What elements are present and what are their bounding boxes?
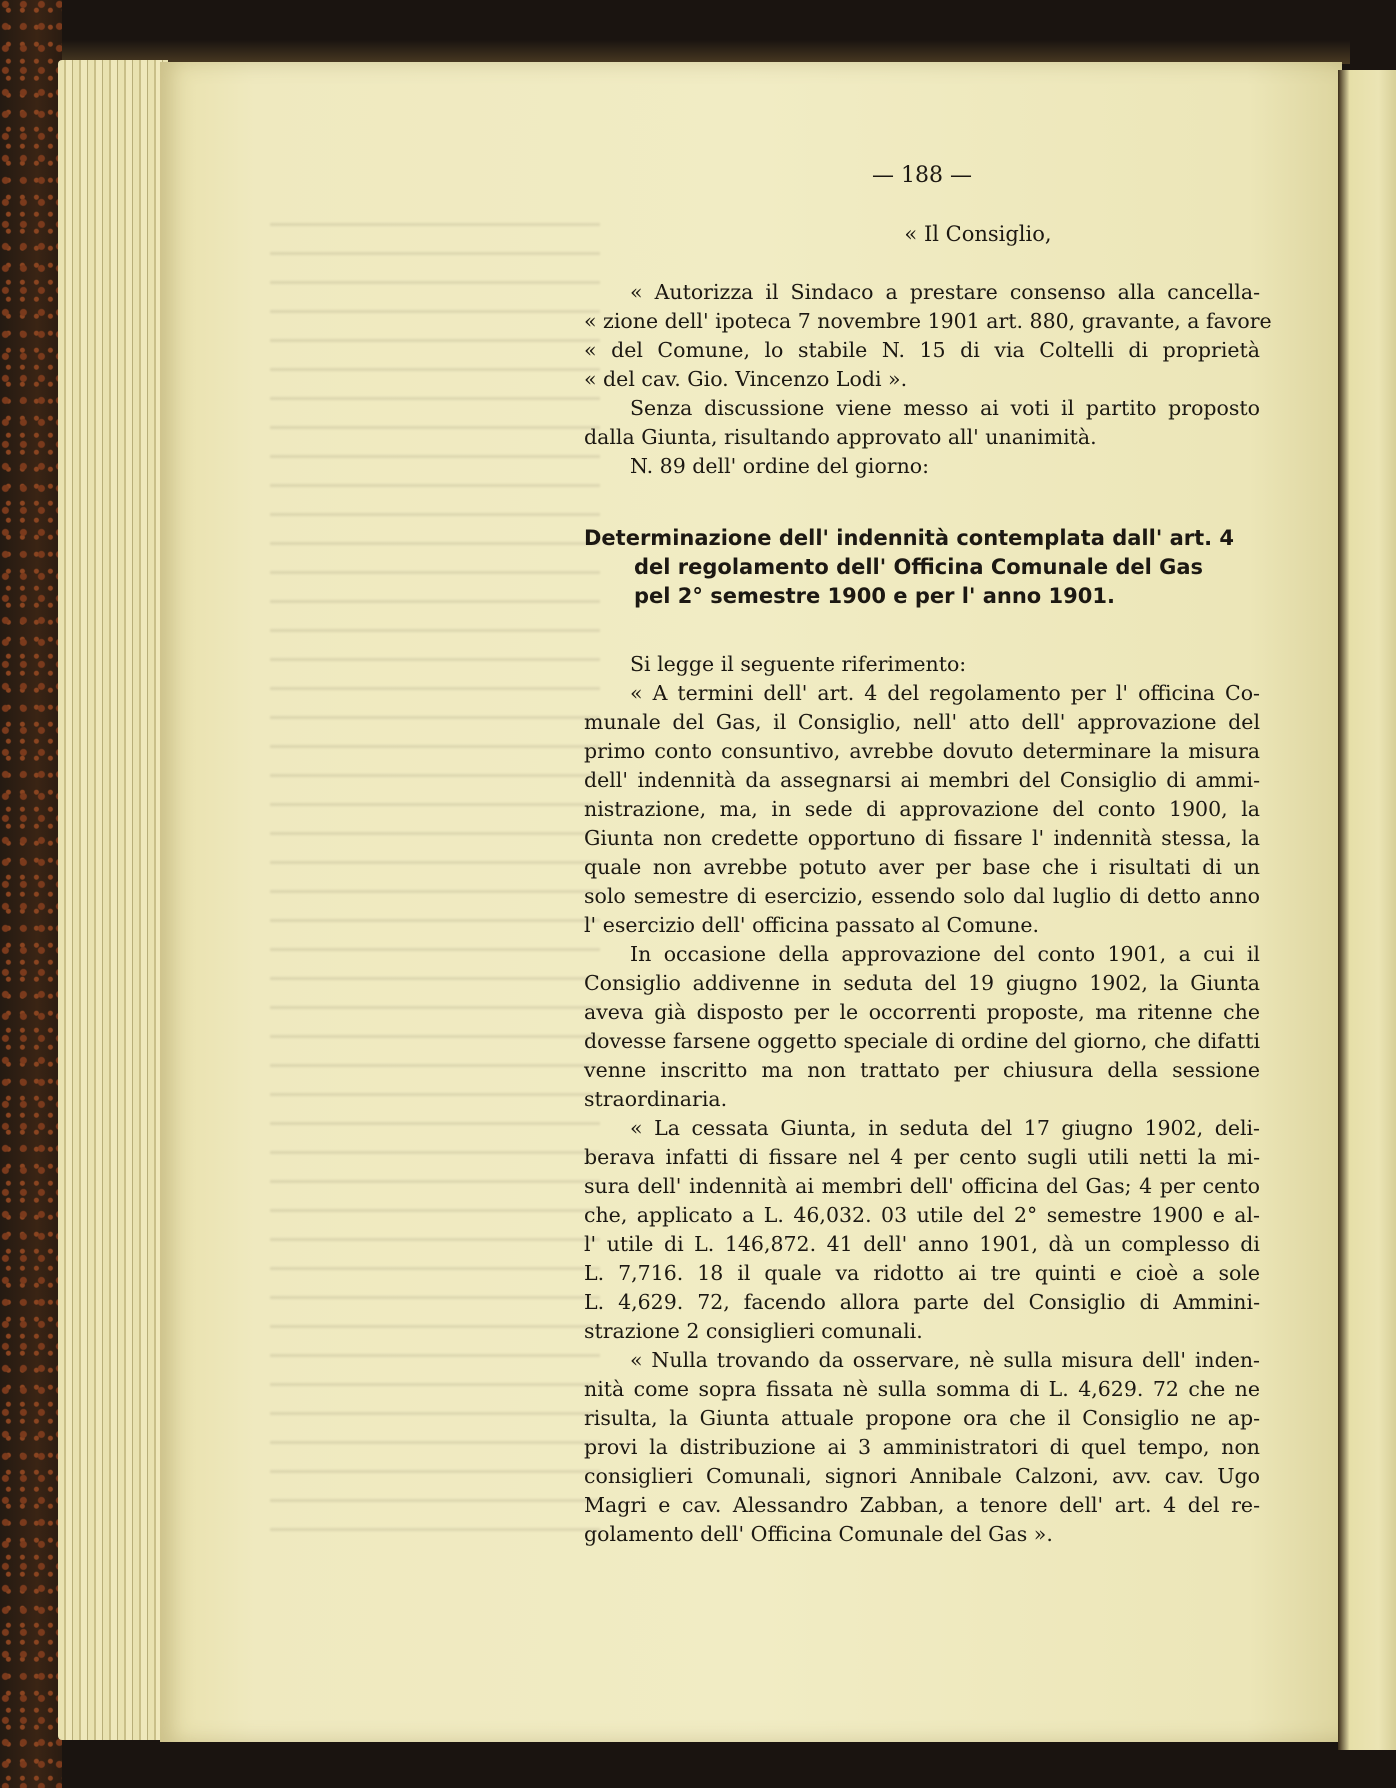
text-line: Consiglio addivenne in seduta del 19 giugno 1902, la Giunta <box>584 971 1260 995</box>
text-line: risulta, la Giunta attuale propone ora che il Consiglio ne ap- <box>584 1406 1260 1430</box>
text-line: dalla Giunta, risultando approvato all' unanimità. <box>584 425 1097 449</box>
page-number: — 188 — <box>872 163 972 188</box>
text-line: venne inscritto ma non trattato per chiusura della sessione <box>584 1058 1260 1082</box>
text-line: che, applicato a L. 46,032. 03 utile del 2° semestre 1900 e al- <box>584 1203 1260 1227</box>
text-line: « Autorizza il Sindaco a prestare consenso alla cancella- <box>630 280 1260 304</box>
text-line: Si legge il seguente riferimento: <box>630 652 967 676</box>
text-line: munale del Gas, il Consiglio, nell' atto dell' approvazione del <box>584 710 1260 734</box>
text-line: Magri e cav. Alessandro Zabban, a tenore dell' art. 4 del re- <box>584 1493 1260 1517</box>
text-line: Senza discussione viene messo ai voti il partito proposto <box>630 396 1260 420</box>
text-line: dell' indennità da assegnarsi ai membri del Consiglio di ammi- <box>584 768 1260 792</box>
agenda-item: N. 89 dell' ordine del giorno: <box>630 454 930 478</box>
text-line: nità come sopra fissata nè sulla somma di L. 4,629. 72 che ne <box>584 1377 1260 1401</box>
heading-line: del regolamento dell' Officina Comunale del Gas <box>634 555 1204 579</box>
text-line: provi la distribuzione ai 3 amministratori di quel tempo, non <box>584 1435 1260 1459</box>
heading-line: Determinazione dell' indennità contemplata dall' art. 4 <box>584 526 1235 550</box>
marbled-cover-edge <box>0 0 62 1788</box>
text-line: berava infatti di fissare nel 4 per cento sugli utili netti la mi- <box>584 1145 1260 1169</box>
text-line: straordinaria. <box>584 1087 728 1111</box>
text-line: strazione 2 consiglieri comunali. <box>584 1319 923 1343</box>
text-line: primo conto consuntivo, avrebbe dovuto determinare la misura <box>584 739 1260 763</box>
section-heading <box>584 524 1264 611</box>
text-line: nistrazione, ma, in sede di approvazione del conto 1900, la <box>584 797 1260 821</box>
text-line: l' utile di L. 146,872. 41 dell' anno 1901, dà un complesso di <box>584 1232 1260 1256</box>
text-line: In occasione della approvazione del conto 1901, a cui il <box>630 942 1260 966</box>
text-line: L. 4,629. 72, facendo allora parte del Consiglio di Ammini- <box>584 1290 1260 1314</box>
opening-line: « Il Consiglio, <box>904 222 1052 246</box>
text-line: « A termini dell' art. 4 del regolamento per l' officina Co- <box>630 681 1260 705</box>
text-line: consiglieri Comunali, signori Annibale Calzoni, avv. cav. Ugo <box>584 1464 1260 1488</box>
text-line: sura dell' indennità ai membri dell' officina del Gas; 4 per cento <box>584 1174 1260 1198</box>
bleed-through <box>270 205 600 1555</box>
text-line: « Nulla trovando da osservare, nè sulla misura dell' inden- <box>630 1348 1260 1372</box>
vote-text <box>584 394 1260 481</box>
resolution-text <box>584 278 1272 394</box>
facing-page-edge <box>1338 70 1396 1750</box>
heading-line: pel 2° semestre 1900 e per l' anno 1901. <box>634 584 1115 608</box>
text-line: « zione dell' ipoteca 7 novembre 1901 art. 880, gravante, a favore <box>584 309 1272 333</box>
text-line: « del cav. Gio. Vincenzo Lodi ». <box>584 367 908 391</box>
text-line: aveva già disposto per le occorrenti proposte, ma ritenne che <box>584 1000 1260 1024</box>
text-line: « del Comune, lo stabile N. 15 di via Coltelli di proprietà <box>584 338 1260 362</box>
text-line: l' esercizio dell' officina passato al Comune. <box>584 913 1040 937</box>
text-line: solo semestre di esercizio, essendo solo dal luglio di detto anno <box>584 884 1260 908</box>
text-line: golamento dell' Officina Comunale del Gas ». <box>584 1522 1053 1546</box>
text-line: dovesse farsene oggetto speciale di ordine del giorno, che difatti <box>584 1029 1260 1053</box>
page-leaves <box>58 60 168 1740</box>
body-text <box>584 650 1260 1549</box>
text-line: Giunta non credette opportuno di fissare l' indennità stessa, la <box>584 826 1260 850</box>
text-line: « La cessata Giunta, in seduta del 17 giugno 1902, deli- <box>630 1116 1260 1140</box>
book-top-edge <box>50 40 1350 64</box>
text-line: L. 7,716. 18 il quale va ridotto ai tre quinti e cioè a sole <box>584 1261 1260 1285</box>
text-line: quale non avrebbe potuto aver per base che i risultati di un <box>584 855 1260 879</box>
